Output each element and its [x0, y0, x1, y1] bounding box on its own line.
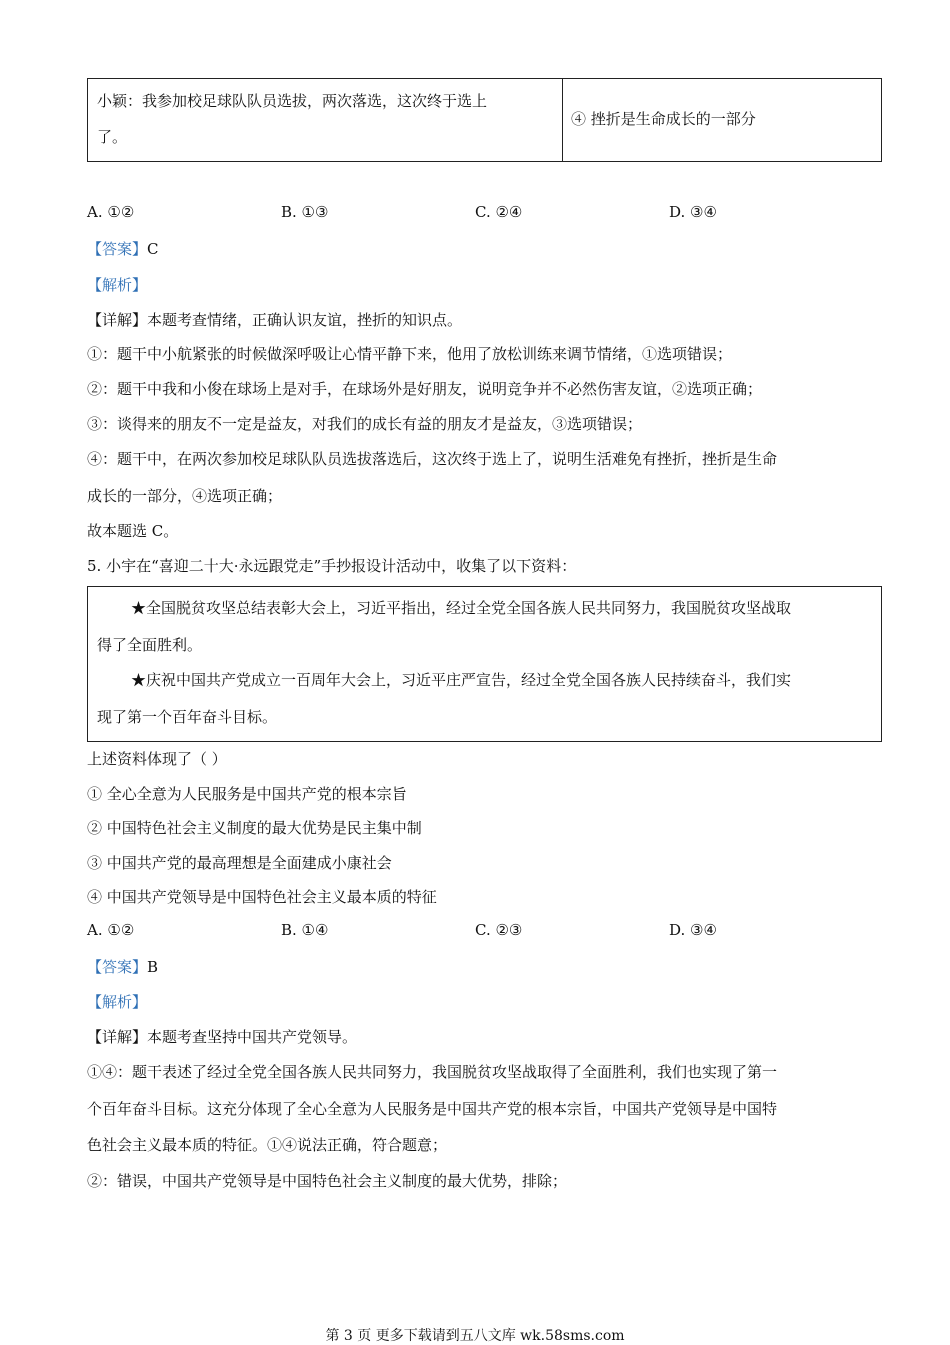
q4-conclusion: 故本题选 C。 [87, 522, 179, 540]
q5-line-2: 个百年奋斗目标。这充分体现了全心全意为人民服务是中国共产党的根本宗旨，中国共产党领导是中国特 [87, 1100, 778, 1118]
q4-answer-value: C [147, 240, 159, 258]
q4-option-c: C. ②④ [475, 203, 523, 221]
q4-option-b: B. ①③ [281, 203, 329, 221]
q5-material-line-3: ★庆祝中国共产党成立一百周年大会上，习近平庄严宣告，经过全党全国各族人民持续奋斗，我们实 [131, 671, 792, 689]
q4-line-3: ③：谈得来的朋友不一定是益友，对我们的成长有益的朋友才是益友，③选项错误； [87, 415, 643, 433]
table-divider [562, 79, 563, 161]
q5-material-line-1: ★全国脱贫攻坚总结表彰大会上，习近平指出，经过全党全国各族人民共同努力，我国脱贫攻坚战取 [131, 599, 792, 617]
q5-answer-label: 【答案】 [87, 958, 148, 976]
page-footer: 第 3 页 更多下载请到五八文库 wk.58sms.com [325, 1328, 625, 1344]
q5-answer-value: B [147, 958, 159, 976]
q5-line-4: ②：错误，中国共产党领导是中国特色社会主义制度的最大优势，排除； [87, 1172, 568, 1190]
q4-analysis-label: 【解析】 [87, 276, 148, 294]
q4-line-4: ④：题干中，在两次参加校足球队队员选拔落选后，这次终于选上了，说明生活难免有挫折，挫折是生命 [87, 450, 778, 468]
q4-answer-label: 【答案】 [87, 240, 148, 258]
q5-option-c: C. ②③ [475, 921, 523, 939]
q5-option-a: A. ①② [87, 921, 135, 939]
table-left-line2: 了。 [97, 128, 128, 146]
table-left-line1: 小颖：我参加校足球队队员选拔，两次落选，这次终于选上 [97, 92, 488, 110]
q5-material-line-2: 得了全面胜利。 [97, 636, 203, 654]
q4-detail: 【详解】本题考查情绪，正确认识友谊，挫折的知识点。 [87, 311, 463, 329]
q5-detail: 【详解】本题考查坚持中国共产党领导。 [87, 1028, 358, 1046]
q4-line-1: ①：题干中小航紧张的时候做深呼吸让心情平静下来，他用了放松训练来调节情绪，①选项错误； [87, 345, 733, 363]
q5-line-1: ①④：题干表述了经过全党全国各族人民共同努力，我国脱贫攻坚战取得了全面胜利，我们也实现了第一 [87, 1063, 778, 1081]
q5-material-line-4: 现了第一个百年奋斗目标。 [97, 708, 278, 726]
q5-statement-1: ① 全心全意为人民服务是中国共产党的根本宗旨 [87, 785, 407, 803]
q4-option-a: A. ①② [87, 203, 135, 221]
q5-statement-3: ③ 中国共产党的最高理想是全面建成小康社会 [87, 854, 392, 872]
q5-option-b: B. ①④ [281, 921, 329, 939]
q5-analysis-label: 【解析】 [87, 993, 148, 1011]
table-right-cell: ④ 挫折是生命成长的一部分 [571, 110, 756, 128]
q5-statement-2: ② 中国特色社会主义制度的最大优势是民主集中制 [87, 819, 422, 837]
q4-line-2: ②：题干中我和小俊在球场上是对手，在球场外是好朋友，说明竞争并不必然伤害友谊，②选项正确； [87, 380, 763, 398]
q5-line-3: 色社会主义最本质的特征。①④说法正确，符合题意； [87, 1136, 448, 1154]
q5-question: 上述资料体现了（ ） [87, 750, 227, 768]
q4-answer [87, 238, 159, 259]
q5-option-d: D. ③④ [669, 921, 717, 939]
q4-line-5: 成长的一部分，④选项正确； [87, 487, 283, 505]
q5-statement-4: ④ 中国共产党领导是中国特色社会主义最本质的特征 [87, 888, 437, 906]
q5-answer [87, 956, 158, 977]
q4-option-d: D. ③④ [669, 203, 717, 221]
q5-stem: 5. 小宇在“喜迎二十大·永远跟党走”手抄报设计活动中，收集了以下资料： [87, 557, 577, 575]
